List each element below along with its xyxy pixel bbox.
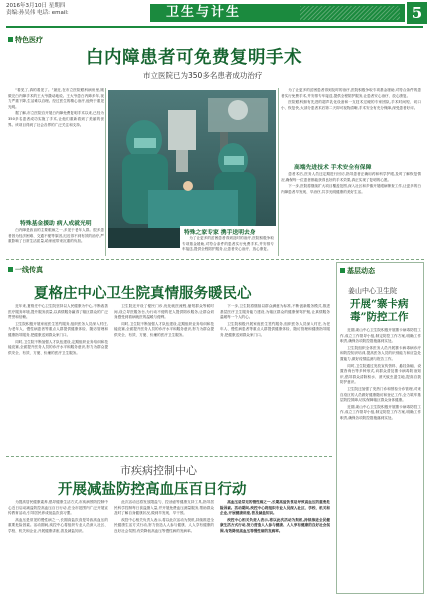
section-title: 卫生与计生 (166, 5, 242, 20)
masthead-meta (6, 3, 69, 17)
disease-control-column-2: 此次活动还将发放限盐勺、控油壶等健康支持工具,指导居民科学控制每日食盐摄入量,并开展免费血压测量服务,帮助群众及时了解自身健康状况,做到早发现、早干预。 疾控中心相关负责人表示,将以此次活动为契机,持续推进全民健康生活方式行动,努力营造人人参与健康、人人享有健康的良好社会氛围,有效降低高血压等慢性病的发病率。 (114, 500, 214, 533)
feature-subheadline: 市立医院已为350多名患者成功治疗 (143, 71, 263, 80)
column-divider (105, 88, 106, 256)
editor-line: 责编:孙吴伟 电话: (6, 10, 50, 16)
section-square-icon (340, 268, 345, 273)
section-separator (6, 456, 332, 457)
feature-subhead-3: 高端先进技术 手术安全有保障 (294, 165, 372, 171)
feature-column-1b: 白内障是致盲的主要眼病之一,多见于老年人群。很多患者因为经济困难、交通不便等原因,迟迟得不到有效的治疗,严重影响了日常生活质量,给家庭带来沉重的负担。 (8, 228, 104, 244)
frontline-column-3: 下一步,卫生院将继续以群众满意为标准,不断创新服务模式,推进基层医疗卫生服务能力建设,为辖区群众的健康保驾护航,让真情服务温暖每一个人的心。 卫生院积极开展家庭医生签约服务,组织医务人员深入村庄,为老年人、慢性病患者等重点人群提供健康体检、随访管理和健康指导服务,把健康送到群众家门口。 (220, 304, 330, 337)
disease-control-kicker: 市疾病控制中心 (120, 464, 197, 477)
feature-column-3: 为了让更多的贫困患者得到及时的治疗,医院积极争取专项基金援助,对符合条件的患者实行免费手术,并安排专车接送,提供全程陪护服务,让患者安心治疗、放心康复。 医院眼科拥有先进的超声乳化设备和一支技术过硬的专家团队,手术时间短、切口小、恢复快,大部分患者术后第二天即可视物清晰,手术安全有充分保障,深受患者好评。 (281, 88, 421, 110)
feature-subhead-2: 特殊之家专家 携手送明去身 (184, 230, 256, 236)
grassroots-kicker: 姜山中心卫生院 (348, 287, 397, 295)
frontline-headline: 夏格庄中心卫生院真情服务暖民心 (34, 285, 252, 302)
disease-control-column-1: 为提高居民健康素养,倡导健康生活方式,市疾病预防控制中心近日启动减盐防控高血压百日行动,在全市范围内广泛开展宣传教育活动,引导居民养成低盐饮食习惯。 高血压是常见的慢性病之一,长期高盐饮食是导致高血压的重要危险因素。活动期间,疾控中心将组织专业人员深入社区、学校、机关和企业,开展健康讲座,普及减盐知识。 (8, 500, 108, 533)
frontline-section-label: 一线传真 (8, 266, 43, 275)
frontline-column-1: 近年来,夏格庄中心卫生院坚持以人民健康为中心,不断改善医疗服务环境,提升服务质量,以真情服务赢得了辖区群众的广泛赞誉和信赖。 卫生院积极开展家庭医生签约服务,组织医务人员深入村庄,为老年人、慢性病患者等重点人群提供健康体检、随访管理和健康指导服务,把健康送到群众家门口。 同时,卫生院不断加强人才队伍建设,定期组织业务培训和技能竞赛,全面提升医务人员的诊疗水平和服务意识,努力为群众提供安全、有效、方便、价廉的医疗卫生服务。 (8, 304, 108, 355)
masthead-rule (6, 26, 423, 28)
frontline-column-2: 卫生院还开设了便民门诊,优化就医流程,缩短群众等候时间,设立导医服务台,为行动不便的老人提供陪诊服务,让群众切身感受到看病就医的温暖与便利。 同时,卫生院不断加强人才队伍建设,定期组织业务培训和技能竞赛,全面提升医务人员的诊疗水平和服务意识,努力为群众提供安全、有效、方便、价廉的医疗卫生服务。 (114, 304, 214, 337)
banner-pattern (300, 6, 400, 20)
feature-column-1: “看见了,真的看见了。”最近,在市立医院眼科病房里,刚做完白内障手术的王大爷激动地说。王大爷患白内障多年,视力严重下降,生活难以自理。经过医生的精心治疗,他终于重见光明。 据了解,市立医院自开展白内障免费复明手术以来,已经为350多名患者成功实施了手术,让他们重新看到了美丽的世界。该项目得到了社会各界的广泛关注和支持。 (8, 88, 104, 127)
feature-subhead-1: 特殊基金援助 病人成就光明 (20, 221, 92, 227)
grassroots-headline: 开展“寨卡病毒”防控工作 (350, 298, 409, 323)
masthead (0, 0, 429, 26)
column-divider (278, 88, 279, 256)
feature-inset (180, 226, 276, 254)
disease-control-column-3: 高血压是常见的慢性病之一,长期高盐饮食是导致高血压的重要危险因素。活动期间,疾控中心将组织专业人员深入社区、学校、机关和企业,开展健康讲座,普及减盐知识。 疾控中心相关负责人表示,将以此次活动为契机,持续推进全民健康生活方式行动,努力营造人人参与健康、人人享有健康的良好社会氛围,有效降低高血压等慢性病的发病率。 (220, 500, 330, 533)
date-line: 2016年3月10日 星期四 (6, 3, 66, 9)
page-number: 5 (407, 2, 427, 24)
feature-column-2: 为了让更多的贫困患者得到及时的治疗,医院积极争取专项基金援助,对符合条件的患者实行免费手术,并安排专车接送,提供全程陪护服务,让患者安心治疗、放心康复。 (182, 236, 274, 252)
feature-headline: 白内障患者可免费复明手术 (86, 48, 302, 68)
feature-column-3b: 患者术后,医务人员还定期进行回访,指导患者正确用药和科学护眼,及时了解恢复情况,确保每一位患者都能获得良好的手术效果,真正实现了复明的心愿。 下一步,医院将继续扩大项目覆盖范围,深入社区和乡镇开展眼病筛查工作,让更多的白内障患者早发现、早治疗,共享光明健康的美好生活。 (281, 172, 421, 194)
section-square-icon (8, 267, 13, 272)
disease-control-headline: 开展减盐防控高血压百日行动 (58, 481, 247, 498)
surgery-illustration (108, 90, 276, 248)
email-line: email: (51, 10, 69, 16)
surgery-photo (108, 90, 276, 248)
feature-section-label: 特色医疗 (8, 36, 43, 45)
grassroots-body: 近期,姜山中心卫生院积极开展寨卡病毒防控工作,成立工作领导小组,制定防控工作方案,明确工作职责,确保各项防控措施落到实处。 卫生院组织全体医务人员开展寨卡病毒病诊疗和防控知识培训,提高医务人员的识别能力和应急处置能力,做好疫情监测与报告工作。 同时,卫生院通过发放宣传资料、悬挂条幅、设置咨询台等多种形式,向群众普及寨卡病毒防治知识,倡导群众清除积水、消灭蚊虫滋生地,提高自我防护意识。 卫生院还加强了发热门诊和预检分诊管理,对来自疫区的人员做好健康随访和登记工作,全力筑牢基层防控屏障,切实保障辖区群众身体健康。 近期,姜山中心卫生院积极开展寨卡病毒防控工作,成立工作领导小组,制定防控工作方案,明确工作职责,确保各项防控措施落到实处。 (340, 328, 421, 420)
grassroots-section-label: 基层动态 (340, 266, 375, 276)
section-separator (6, 259, 424, 260)
section-square-icon (8, 37, 13, 42)
